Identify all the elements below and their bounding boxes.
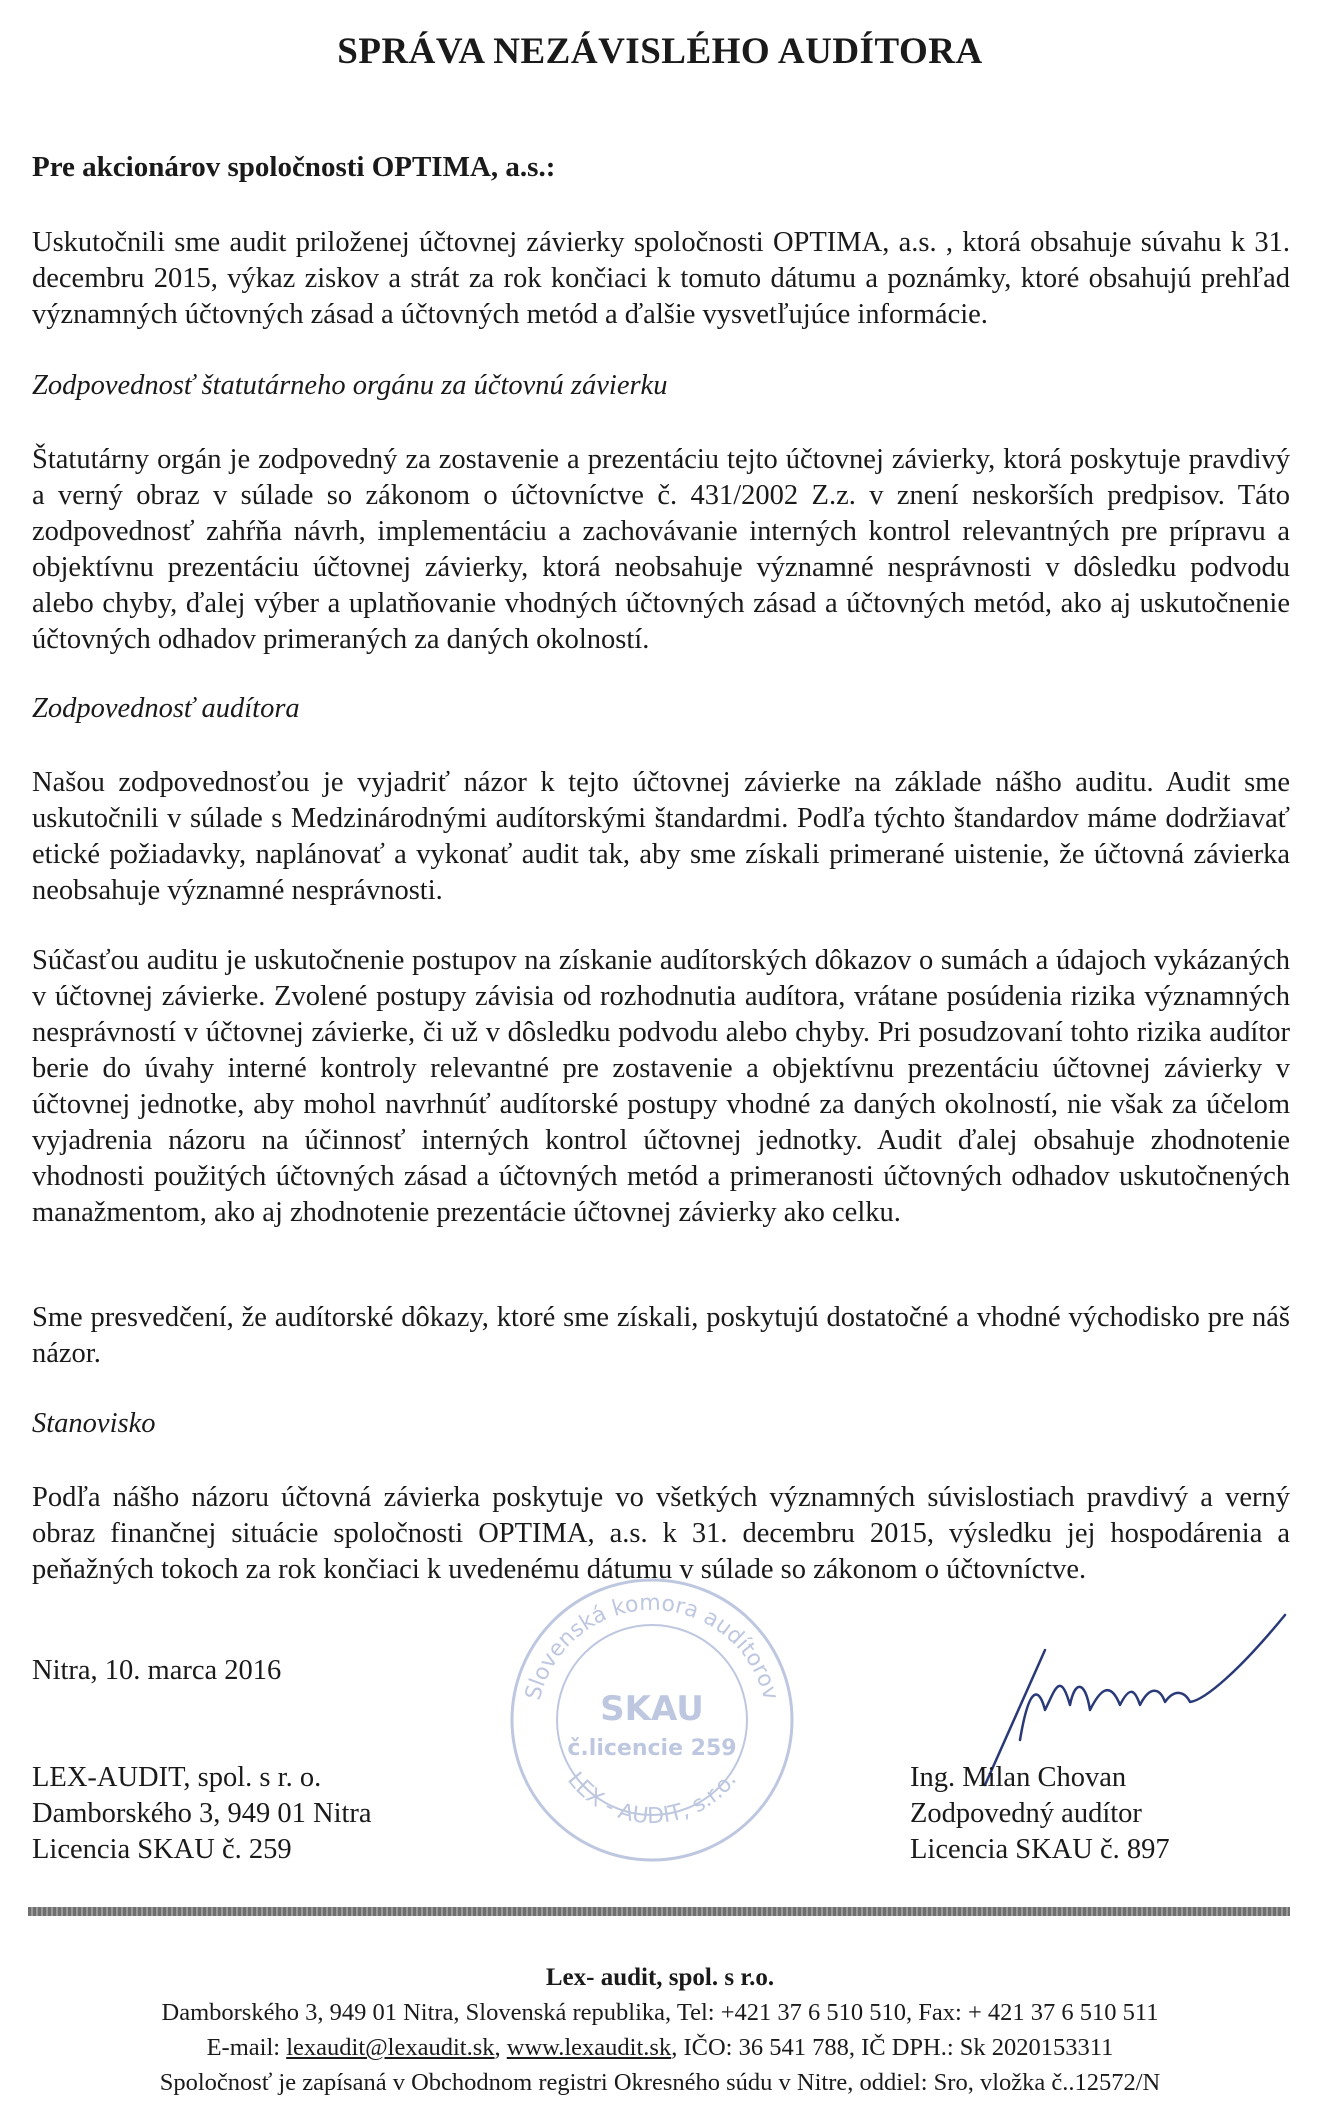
auditor-paragraph-1: Našou zodpovednosťou je vyjadriť názor k tejto účtovnej závierke na základe nášho auditu. Audit sme uskutočnili v súlade s Medzinárodnými audítorskými štandardmi. Podľa týchto štandardov máme dodržiavať etické požiadavky, naplánovať a vykonať audit tak, aby sme získali primerané uistenie, že účtovná závierka neobsahuje významné nesprávnosti. xyxy=(32,767,1290,906)
footer-address-line: Damborského 3, 949 01 Nitra, Slovenská republika, Tel: +421 37 6 510 510, Fax: + 421 37 6 510 511 xyxy=(161,1999,1159,2026)
footer-contact-line xyxy=(0,2030,1320,2065)
statutory-paragraph: Štatutárny orgán je zodpovedný za zostavenie a prezentáciu tejto účtovnej závierky, ktorá poskytuje pravdivý a verný obraz v súlade so zákonom o účtovníctve č. 431/2002 Z.z. v znení neskorších predpisov. Táto zodpovednosť zahŕňa návrh, implementáciu a zachovávanie interných kontrol relevantných pre prípravu a objektívnu prezentáciu účtovnej závierky, ktorá neobsahuje významné nesprávnosti v dôsledku podvodu alebo chyby, ďalej výber a uplatňovanie vhodných účtovných zásad a účtovných metód, ako aj uskutočnenie účtovných odhadov primeraných za daných okolností. xyxy=(32,444,1290,655)
heading-opinion: Stanovisko xyxy=(32,1408,156,1439)
firm-address: Damborského 3, 949 01 Nitra xyxy=(32,1798,372,1829)
auditor-block xyxy=(910,1760,1170,1868)
footer-web-link[interactable]: www.lexaudit.sk xyxy=(506,2034,672,2061)
firm-license: Licencia SKAU č. 259 xyxy=(32,1834,292,1865)
opinion-paragraph: Podľa nášho názoru účtovná závierka poskytuje vo všetkých významných súvislostiach pravdivý a verný obraz finančnej situácie spoločnosti OPTIMA, a.s. k 31. decembru 2015, výsledku jej hospodárenia a peňažných tokoch za rok končiaci k uvedenému dátumu v súlade so zákonom o účtovníctve. xyxy=(32,1482,1290,1585)
footer-company-name: Lex- audit, spol. s r.o. xyxy=(545,1964,775,1991)
auditor-name: Ing. Milan Chovan xyxy=(910,1762,1127,1793)
firm-block xyxy=(32,1760,372,1868)
stamp-outer-text: Slovenská komora audítorov xyxy=(520,1590,784,1703)
heading-auditor-responsibility: Zodpovednosť audítora xyxy=(32,693,300,724)
stamp-center-license: č.licencie 259 xyxy=(567,1736,737,1761)
addressee: Pre akcionárov spoločnosti OPTIMA, a.s.: xyxy=(32,151,556,183)
stamp-center-title: SKAU xyxy=(600,1689,704,1729)
document-title: SPRÁVA NEZÁVISLÉHO AUDÍTORA xyxy=(337,31,983,72)
footer-separator: , xyxy=(494,2034,507,2061)
footer-email-link[interactable]: lexaudit@lexaudit.sk xyxy=(286,2034,495,2061)
footer-divider xyxy=(28,1907,1290,1916)
auditor-license: Licencia SKAU č. 897 xyxy=(910,1834,1170,1865)
firm-name: LEX-AUDIT, spol. s r. o. xyxy=(32,1762,322,1793)
intro-paragraph: Uskutočnili sme audit priloženej účtovnej závierky spoločnosti OPTIMA, a.s. , ktorá obsahuje súvahu k 31. decembru 2015, výkaz ziskov a strát za rok končiaci k tomuto dátumu a poznámky, ktoré obsahujú prehľad významných účtovných zásad a účtovných metód a ďalšie vysvetľujúce informácie. xyxy=(32,227,1290,330)
auditor-paragraph-2: Súčasťou auditu je uskutočnenie postupov na získanie audítorských dôkazov o sumách a údajoch vykázaných v účtovnej závierke. Zvolené postupy závisia od rozhodnutia audítora, vrátane posúdenia rizika významných nesprávností v účtovnej závierke, či už v dôsledku podvodu alebo chyby. Pri posudzovaní tohto rizika audítor berie do úvahy interné kontroly relevantné pre zostavenie a objektívnu prezentáciu účtovnej závierky v účtovnej jednotke, aby mohol navrhnúť audítorské postupy vhodné za daných okolností, nie však za účelom vyjadrenia názoru na účinnosť interných kontrol účtovnej jednotky. Audit ďalej obsahuje zhodnotenie vhodnosti použitých účtovných zásad a účtovných metód a primeranosti účtovných odhadov uskutočnených manažmentom, ako aj zhodnotenie prezentácie účtovnej závierky ako celku. xyxy=(32,945,1290,1228)
auditor-role: Zodpovedný audítor xyxy=(910,1798,1142,1829)
skau-stamp xyxy=(497,1560,807,1870)
heading-statutory-responsibility: Zodpovednosť štatutárneho orgánu za účtovnú závierku xyxy=(32,370,668,401)
svg-text:LEX - AUDIT, s.r.o. xyxy=(562,1768,742,1830)
footer-ids: , IČO: 36 541 788, IČ DPH.: Sk 2020153311 xyxy=(671,2034,1114,2061)
letterhead-footer xyxy=(0,1960,1320,2100)
place-and-date: Nitra, 10. marca 2016 xyxy=(32,1655,282,1686)
footer-registry-line: Spoločnosť je zapísaná v Obchodnom registri Okresného súdu v Nitre, oddiel: Sro, vložka č..12572/N xyxy=(159,2069,1161,2096)
auditor-paragraph-3: Sme presvedčení, že audítorské dôkazy, ktoré sme získali, poskytujú dostatočné a vhodné východisko pre náš názor. xyxy=(32,1302,1290,1369)
stamp-bottom-text: LEX - AUDIT, s.r.o. xyxy=(562,1767,742,1830)
footer-email-label: E-mail: xyxy=(206,2034,287,2061)
svg-text:Slovenská komora audítorov xyxy=(521,1591,783,1703)
